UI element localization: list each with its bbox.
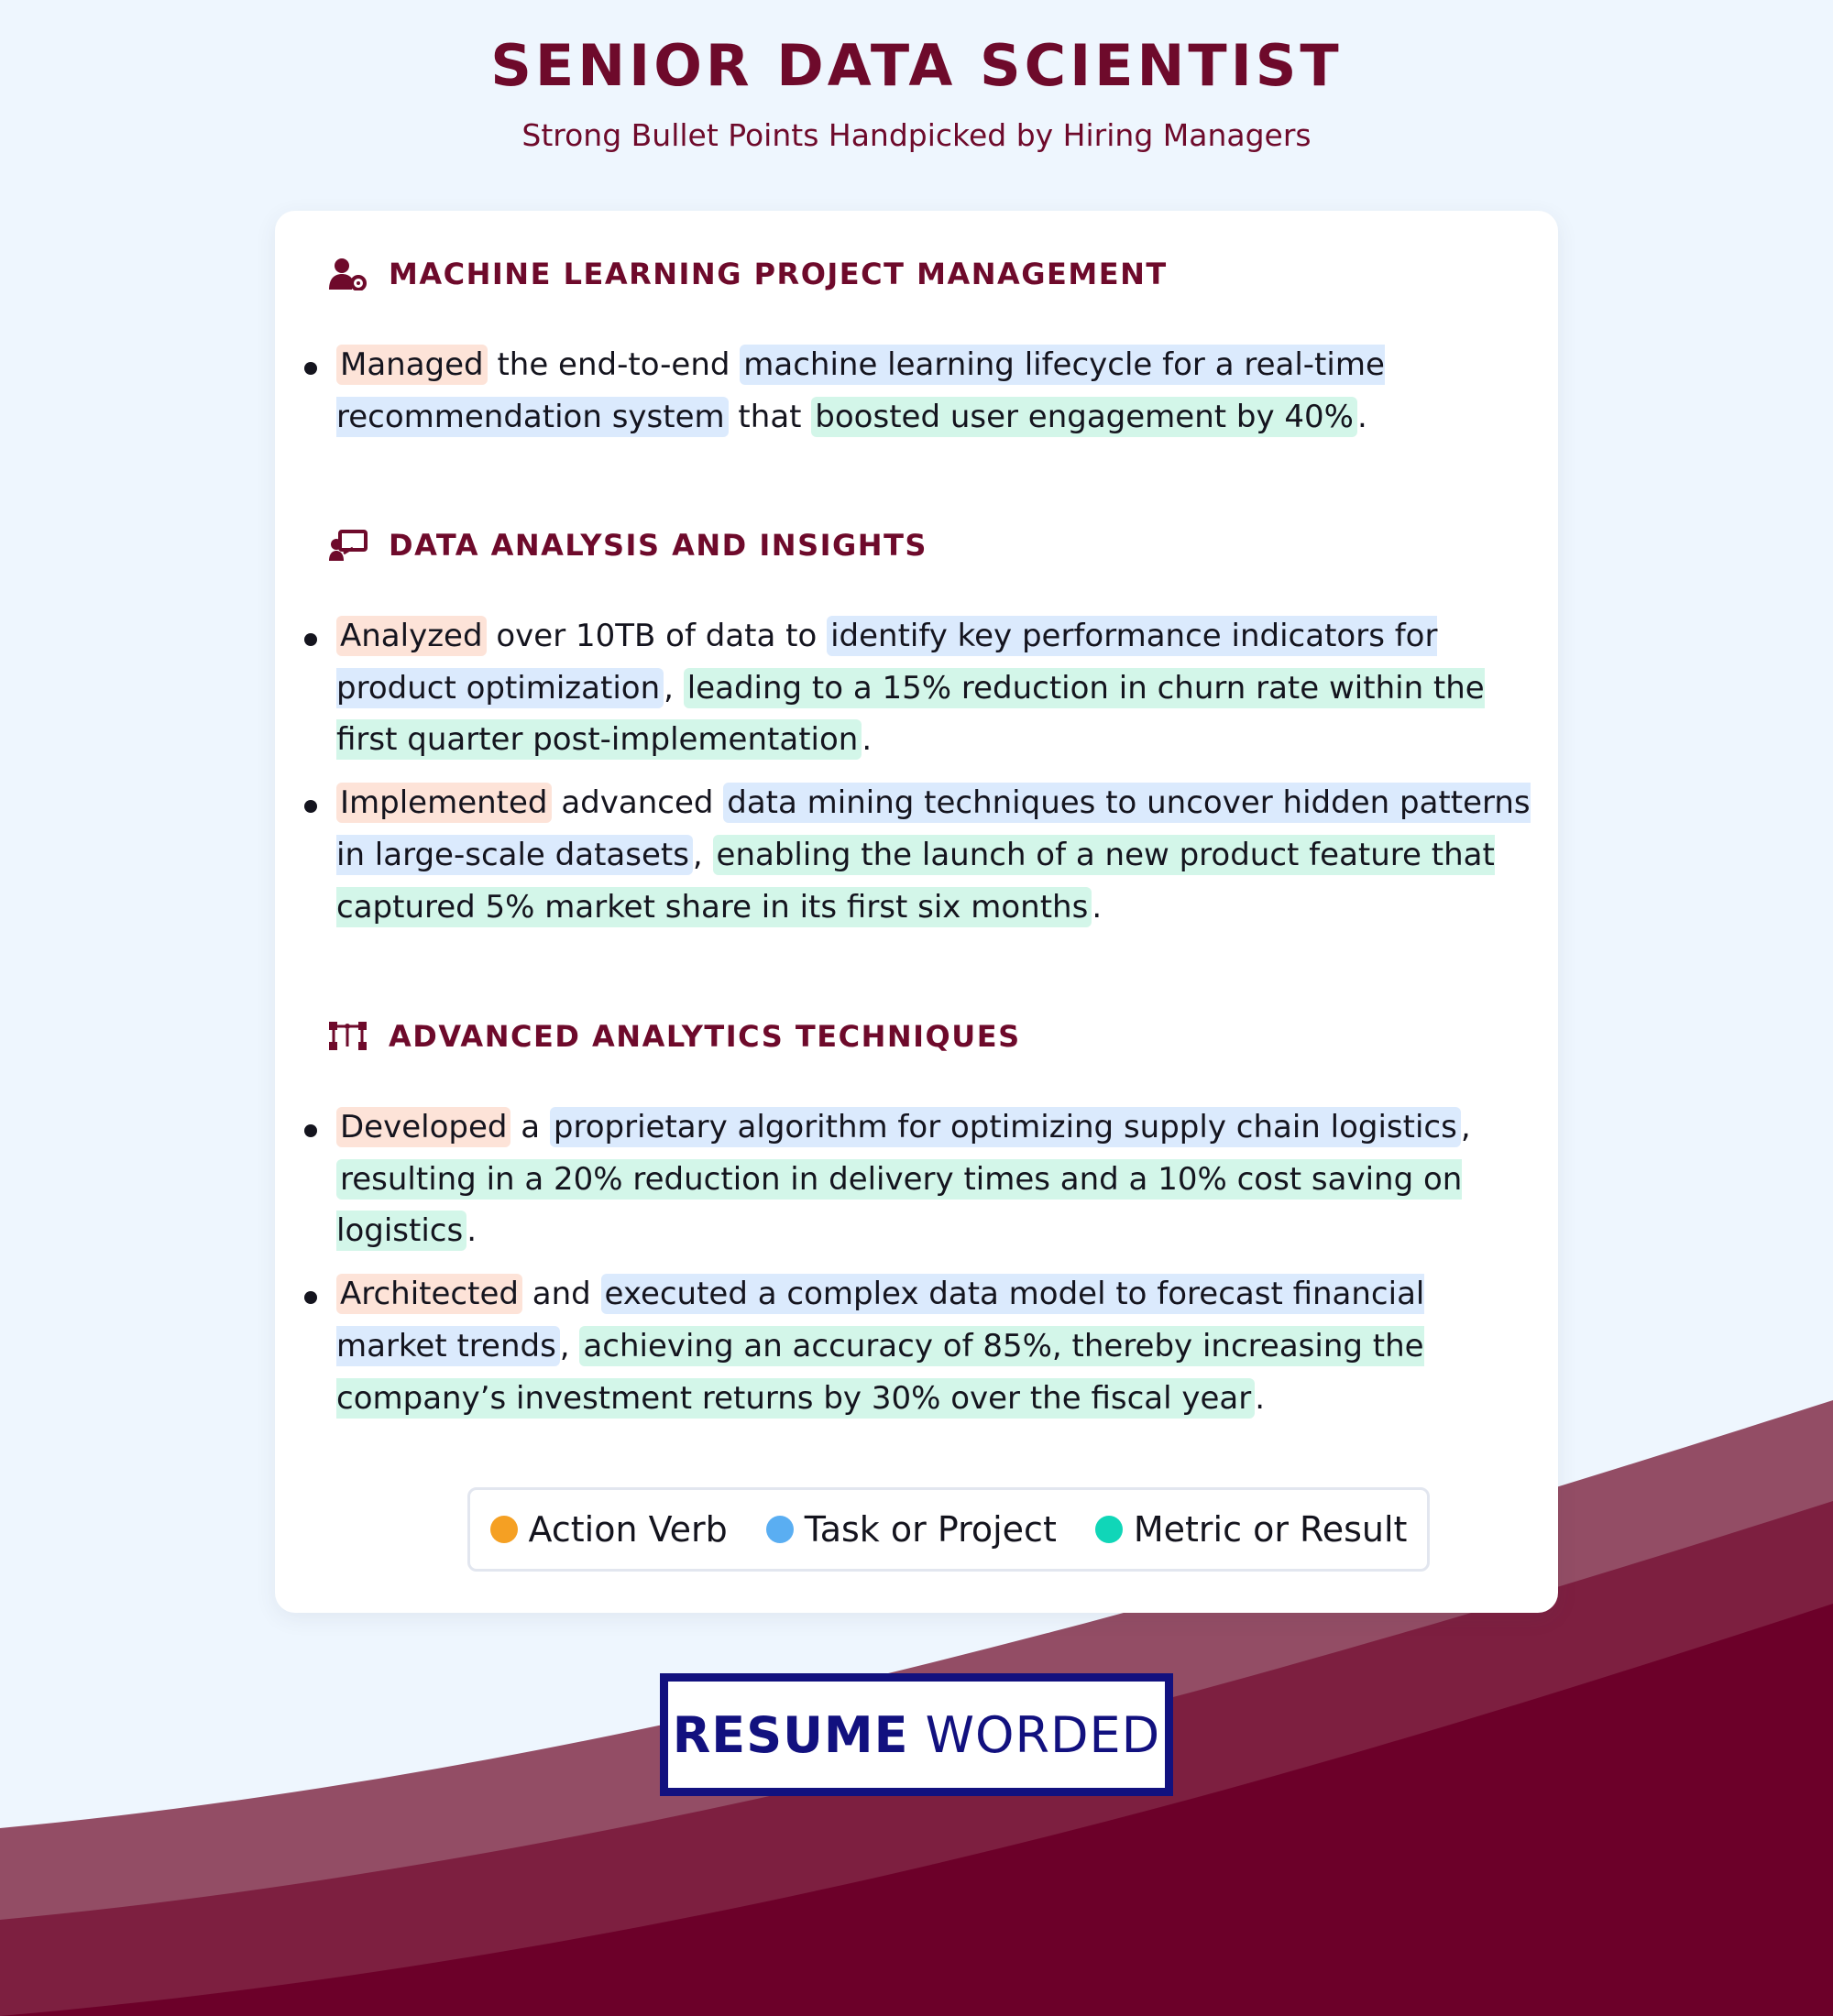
task-phrase: proprietary algorithm for optimizing supply chain logistics: [550, 1107, 1461, 1147]
action-dot-icon: [490, 1516, 518, 1543]
bullet-list-analysis: [302, 610, 1531, 944]
section-heading-label: ADVANCED ANALYTICS TECHNIQUES: [389, 1019, 1021, 1054]
section-heading-advanced: [328, 1013, 1021, 1059]
plain-text: that: [728, 398, 812, 435]
action-verb: Managed: [336, 345, 488, 385]
bullet-point: [302, 339, 1531, 443]
presentation-icon: [328, 525, 368, 565]
legend-item-action: [490, 1509, 728, 1550]
legend-label: Metric or Result: [1133, 1509, 1408, 1550]
plain-text: .: [1357, 398, 1367, 435]
section-heading-label: DATA ANALYSIS AND INSIGHTS: [389, 528, 927, 563]
plain-text: ,: [692, 836, 713, 873]
legend-label: Action Verb: [528, 1509, 728, 1550]
metric-phrase: boosted user engagement by 40%: [811, 397, 1357, 437]
legend-item-metric: [1095, 1509, 1408, 1550]
metric-phrase: resulting in a 20% reduction in delivery times and a 10% cost saving on logistics: [336, 1160, 1463, 1250]
bullet-list-advanced: [302, 1101, 1531, 1435]
page-subtitle: Strong Bullet Points Handpicked by Hiring Managers: [521, 117, 1312, 153]
plain-text: ,: [664, 669, 684, 707]
section-heading-ml: [328, 251, 1168, 297]
plain-text: .: [466, 1212, 477, 1250]
plain-text: advanced: [551, 784, 724, 822]
logo-light-text: WORDED: [925, 1705, 1161, 1764]
bullet-list-ml: [302, 339, 1531, 454]
legend-label: Task or Project: [804, 1509, 1057, 1550]
user-gear-icon: [328, 254, 368, 294]
bullet-point: [302, 610, 1531, 766]
page-header: [0, 27, 1833, 154]
metric-phrase: leading to a 15% reduction in churn rate within the first quarter post-implementation: [336, 669, 1485, 759]
logo-bold-text: RESUME: [672, 1705, 909, 1764]
action-verb: Implemented: [336, 783, 552, 823]
task-dot-icon: [766, 1516, 794, 1543]
plain-text: the end-to-end: [487, 346, 741, 383]
legend-item-task: [766, 1509, 1057, 1550]
action-verb: Architected: [336, 1274, 522, 1314]
plain-text: ,: [559, 1327, 580, 1364]
plain-text: over 10TB of data to: [486, 618, 828, 654]
metric-dot-icon: [1095, 1516, 1123, 1543]
task-phrase: machine learning lifecycle for a real-time recommendation system: [336, 346, 1385, 435]
task-phrase: identify key performance indicators for product optimization: [336, 618, 1438, 707]
metric-phrase: enabling the launch of a new product feature that captured 5% market share in its first six months: [336, 836, 1495, 926]
plain-text: a: [510, 1109, 550, 1145]
plain-text: .: [1092, 888, 1103, 926]
bullet-point: [302, 1268, 1531, 1424]
section-heading-label: MACHINE LEARNING PROJECT MANAGEMENT: [389, 257, 1168, 291]
task-phrase: data mining techniques to uncover hidden patterns in large-scale datasets: [336, 784, 1531, 873]
plain-text: and: [521, 1276, 601, 1313]
resume-worded-logo[interactable]: [660, 1673, 1173, 1796]
action-verb: Developed: [336, 1107, 510, 1147]
page-title: SENIOR DATA SCIENTIST: [490, 32, 1343, 99]
plain-text: ,: [1460, 1109, 1471, 1145]
plain-text: .: [1255, 1379, 1266, 1417]
section-heading-analysis: [328, 522, 927, 568]
metric-phrase: achieving an accuracy of 85%, thereby increasing the company’s investment returns by 30% over the fiscal year: [336, 1327, 1424, 1417]
bullet-card: [275, 211, 1558, 1613]
task-phrase: executed a complex data model to forecast financial market trends: [336, 1276, 1425, 1364]
plain-text: .: [862, 721, 873, 759]
highlight-legend: [467, 1487, 1430, 1572]
bullet-point: [302, 1101, 1531, 1257]
bullet-point: [302, 777, 1531, 933]
action-verb: Analyzed: [336, 616, 487, 656]
network-nodes-icon: [328, 1016, 368, 1057]
